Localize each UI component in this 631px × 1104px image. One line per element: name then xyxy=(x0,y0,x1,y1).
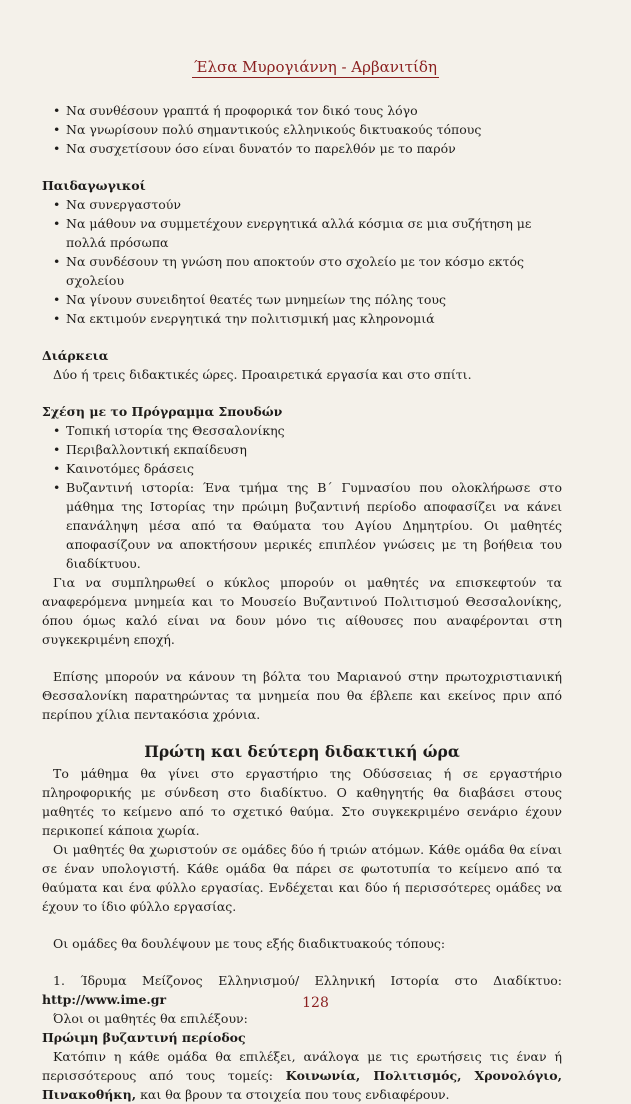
pedagogical-list xyxy=(42,195,562,328)
list-item: • Να συσχετίσουν όσο είναι δυνατόν το παρελθόν με το παρόν xyxy=(42,139,562,158)
paragraph: Οι μαθητές θα χωριστούν σε ομάδες δύο ή τριών ατόμων. Κάθε ομάδα θα είναι σε έναν υπολογιστή. Κάθε ομάδα θα πάρει σε φωτοτυπία το κείμενο από τα θαύματα και ένα φύλλο εργασίας. Ενδέχεται και δύο ή περισσότερες ομάδες να έχουν το ίδιο φύλλο εργασίας. xyxy=(42,842,562,914)
section-title: Πρώτη και δεύτερη διδακτική ώρα xyxy=(144,742,460,761)
list-item: • Να εκτιμούν ενεργητικά την πολιτισμική μας κληρονομιά xyxy=(42,309,562,328)
period-heading: Πρώιμη βυζαντινή περίοδος xyxy=(42,1030,246,1045)
paragraph: Οι ομάδες θα δουλέψουν με τους εξής διαδικτυακούς τόπους: xyxy=(53,936,446,951)
website-name: 1. Ίδρυμα Μείζονος Ελληνισμού/ Ελληνική Ιστορία στο Διαδίκτυο: xyxy=(53,973,562,988)
list-item: • Βυζαντινή ιστορία: Ένα τμήμα της Β΄ Γυμνασίου που ολοκλήρωσε στο μάθημα της Ιστορίας την πρώιμη βυζαντινή περίοδο αποφασίζει να κάνει επανάληψη μέσα από τα Θαύματα του Αγίου Δημητρίου. Οι μαθητές αποφασίζουν να αποκτήσουν μερικές επιπλέον γνώσεις με τη βοήθεια του διαδίκτυου. xyxy=(42,478,562,573)
list-item: • Να συνδέσουν τη γνώση που αποκτούν στο σχολείο με τον κόσμο εκτός σχολείου xyxy=(42,252,562,290)
website-url: http://www.ime.gr xyxy=(42,992,167,1007)
list-item: • Να γίνουν συνειδητοί θεατές των μνημείων της πόλης τους xyxy=(42,290,562,309)
header-author: Έλσα Μυρογιάννη - Αρβανιτίδη xyxy=(194,58,437,76)
paragraph: Επίσης μπορούν να κάνουν τη βόλτα του Μαριανού στην πρωτοχριστιανική Θεσσαλονίκη παρατηρώντας τα μνημεία που θα έβλεπε και εκείνος πριν από περίπου χίλια πεντακόσια χρόνια. xyxy=(42,669,562,722)
curriculum-list xyxy=(42,421,562,573)
curriculum-heading: Σχέση με το Πρόγραμμα Σπουδών xyxy=(42,404,283,419)
bold-text: Κοινωνία, Πολιτισμός, Χρονολόγιο, Πινακοθήκη, xyxy=(42,1068,562,1102)
page-number: 128 xyxy=(302,995,329,1011)
list-item: • Να συνεργαστούν xyxy=(42,195,562,214)
pedagogical-heading: Παιδαγωγικοί xyxy=(42,178,146,193)
paragraph: Για να συμπληρωθεί ο κύκλος μπορούν οι μαθητές να επισκεφτούν τα αναφερόμενα μνημεία και το Μουσείο Βυζαντινού Πολιτισμού Θεσσαλονίκης, όπου όμως καλό είναι να δουν μόνο τις αίθουσες που αναφέρονται στη συγκεκριμένη εποχή. xyxy=(42,575,562,647)
paragraph: Όλοι οι μαθητές θα επιλέξουν: xyxy=(53,1011,248,1026)
list-item: • Να μάθουν να συμμετέχουν ενεργητικά αλλά κόσμια σε μια συζήτηση με πολλά πρόσωπα xyxy=(42,214,562,252)
page-body xyxy=(42,101,562,1104)
list-item: • Να συνθέσουν γραπτά ή προφορικά τον δικό τους λόγο xyxy=(42,101,562,120)
paragraph: Το μάθημα θα γίνει στο εργαστήριο της Οδύσσειας ή σε εργαστήριο πληροφορικής με σύνδεση στο διαδίκτυο. Ο καθηγητής θα διαβάσει στους μαθητές το κείμενο από το σχετικό θαύμα. Στο συγκεκριμένο σενάριο έχουν περικοπεί κάποια χωρία. xyxy=(42,766,562,838)
objectives-list xyxy=(42,101,562,158)
list-item: • Περιβαλλοντική εκπαίδευση xyxy=(42,440,562,459)
list-item: • Να γνωρίσουν πολύ σημαντικούς ελληνικούς δικτυακούς τόπους xyxy=(42,120,562,139)
duration-heading: Διάρκεια xyxy=(42,348,109,363)
list-item: • Καινοτόμες δράσεις xyxy=(42,459,562,478)
duration-text: Δύο ή τρεις διδακτικές ώρες. Προαιρετικά εργασία και στο σπίτι. xyxy=(53,367,472,382)
text: και θα βρουν τα στοιχεία που τους ενδιαφέρουν. xyxy=(136,1087,450,1102)
paragraph xyxy=(42,1047,562,1104)
list-item: • Τοπική ιστορία της Θεσσαλονίκης xyxy=(42,421,562,440)
text: Κατόπιν η κάθε ομάδα θα επιλέξει, ανάλογα με τις ερωτήσεις τις έναν ή περισσότερους από τους τομείς: xyxy=(42,1049,562,1083)
running-header xyxy=(0,58,631,76)
